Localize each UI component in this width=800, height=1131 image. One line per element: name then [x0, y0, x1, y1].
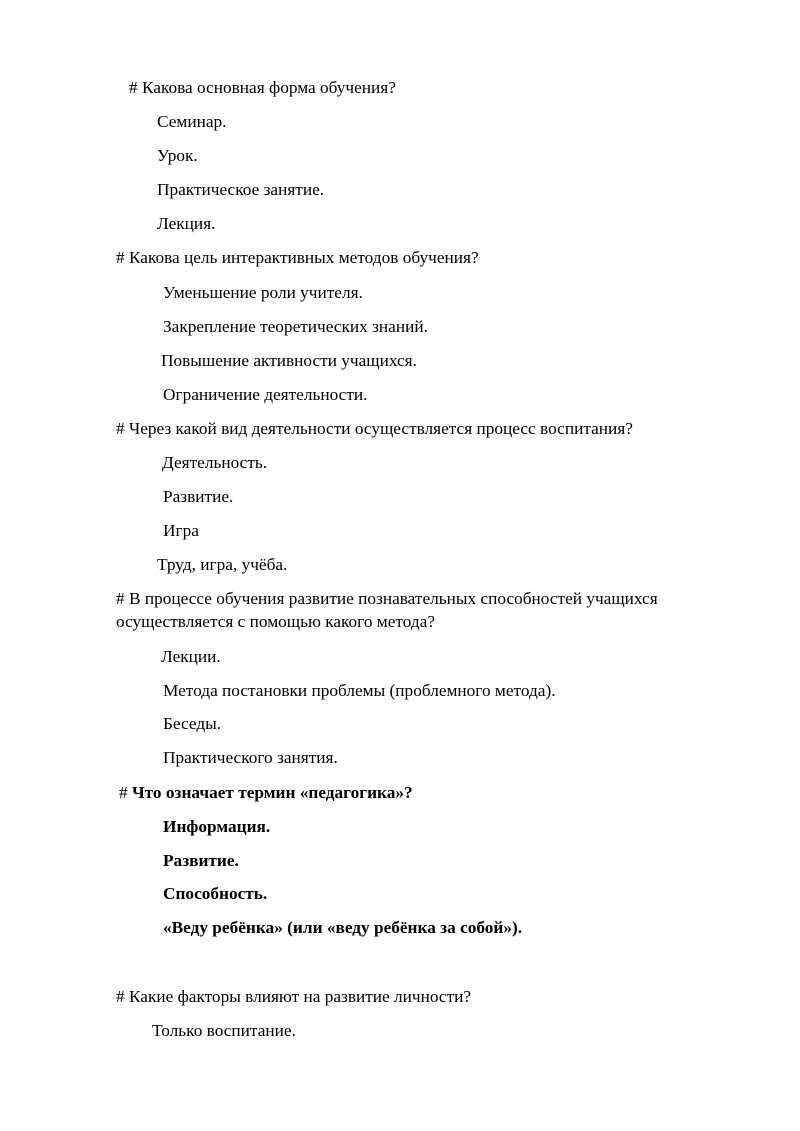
question-5-option-1: Информация. [163, 817, 271, 836]
question-4-option-1: Лекции. [161, 647, 221, 666]
question-1-option-4: Лекция. [157, 214, 216, 233]
question-2-option-2: Закрепление теоретических знаний. [163, 317, 428, 336]
question-6-text: Какие факторы влияют на развитие личности? [128, 987, 472, 1006]
question-4-marker: # [116, 589, 129, 608]
question-3-text: Через какой вид деятельности осуществляется процесс воспитания? [128, 419, 633, 438]
question-5-option-3: Способность. [163, 884, 268, 903]
question-3-option-4: Труд, игра, учёба. [157, 555, 288, 574]
question-4-option-3: Беседы. [163, 714, 222, 733]
question-6-marker: # [116, 987, 129, 1006]
question-4-option-2: Метода постановки проблемы (проблемного метода). [163, 681, 556, 700]
question-3-option-1: Деятельность. [162, 453, 268, 472]
question-2-option-4: Ограничение деятельности. [163, 385, 368, 404]
question-4-option-4: Практического занятия. [163, 748, 338, 767]
question-4 [116, 589, 658, 609]
question-5-marker: # [119, 783, 132, 802]
question-1-option-1: Семинар. [157, 112, 227, 131]
question-1-option-3: Практическое занятие. [157, 180, 325, 199]
question-2-option-3: Повышение активности учащихся. [161, 351, 417, 370]
question-6-option-1: Только воспитание. [152, 1021, 296, 1040]
question-6 [116, 987, 471, 1007]
question-4-text-line-2: осуществляется с помощью какого метода? [116, 612, 435, 631]
question-4-text-line-1: В процессе обучения развитие познавательных способностей учащихся [128, 589, 658, 608]
question-2-text: Какова цель интерактивных методов обучения? [128, 248, 479, 267]
question-5 [119, 783, 413, 803]
question-3-marker: # [116, 419, 129, 438]
question-3 [116, 419, 633, 439]
question-2-marker: # [116, 248, 129, 267]
question-3-option-2: Развитие. [163, 487, 234, 506]
question-1-text: Какова основная форма обучения? [141, 78, 396, 97]
question-1-marker: # [129, 78, 142, 97]
question-1 [129, 78, 396, 98]
question-3-option-3: Игра [163, 521, 199, 540]
question-1-option-2: Урок. [157, 146, 198, 165]
question-5-text: Что означает термин «педагогика»? [131, 783, 413, 802]
question-2 [116, 248, 479, 268]
question-5-option-2: Развитие. [163, 851, 239, 870]
question-5-option-4: «Веду ребёнка» (или «веду ребёнка за собой»). [163, 918, 523, 937]
question-2-option-1: Уменьшение роли учителя. [163, 283, 363, 302]
